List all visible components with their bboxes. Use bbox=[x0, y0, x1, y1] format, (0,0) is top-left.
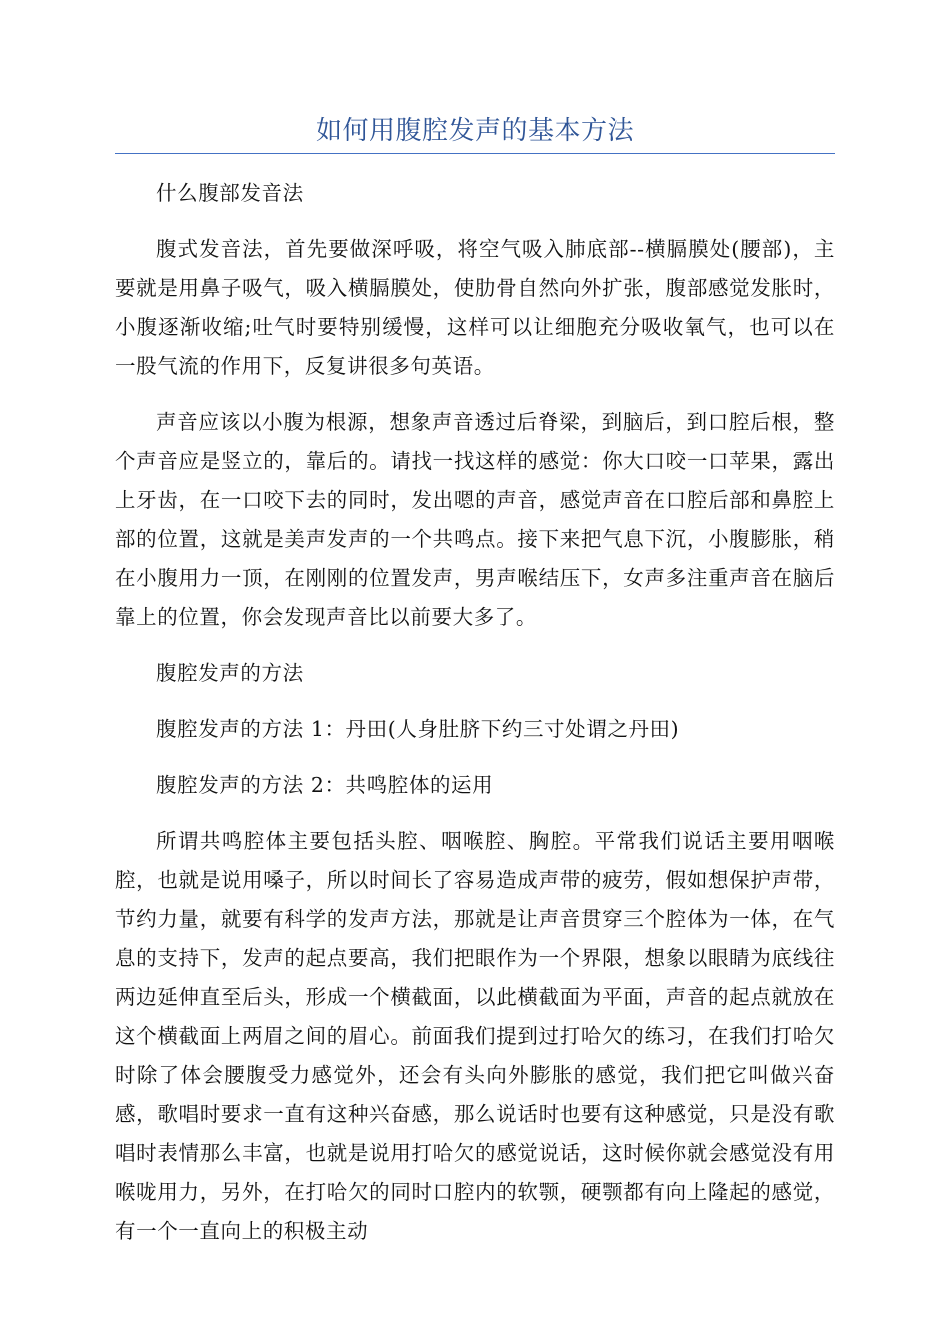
body-paragraph: 所谓共鸣腔体主要包括头腔、咽喉腔、胸腔。平常我们说话主要用咽喉腔，也就是说用嗓子，所以时间长了容易造成声带的疲劳，假如想保护声带，节约力量，就要有科学的发声方法，那就是让声音贯穿三个腔体为一体，在气息的支持下，发声的起点要高，我们把眼作为一个界限，想象以眼睛为底线往两边延伸直至后头，形成一个横截面，以此横截面为平面，声音的起点就放在这个横截面上两眉之间的眉心。前面我们提到过打哈欠的练习，在我们打哈欠时除了体会腰腹受力感觉外，还会有头向外膨胀的感觉，我们把它叫做兴奋感，歌唱时要求一直有这种兴奋感，那么说话时也要有这种感觉，只是没有歌唱时表情那么丰富，也就是说用打哈欠的感觉说话，这时候你就会感觉没有用喉咙用力，另外，在打哈欠的同时口腔内的软颚，硬颚都有向上隆起的感觉，有一个一直向上的积极主动 bbox=[115, 829, 835, 1243]
body-paragraph: 声音应该以小腹为根源，想象声音透过后脊梁，到脑后，到口腔后根，整个声音应是竖立的，靠后的。请找一找这样的感觉：你大口咬一口苹果，露出上牙齿，在一口咬下去的同时，发出嗯的声音，感觉声音在口腔后部和鼻腔上部的位置，这就是美声发声的一个共鸣点。接下来把气息下沉，小腹膨胀，稍在小腹用力一顶，在刚刚的位置发声，男声喉结压下，女声多注重声音在脑后靠上的位置，你会发现声音比以前要大多了。 bbox=[115, 410, 835, 629]
section-heading: 什么腹部发音法 bbox=[156, 181, 304, 205]
title-divider bbox=[115, 153, 835, 154]
document-body bbox=[115, 174, 835, 1268]
method-heading: 腹腔发声的方法 1：丹田(人身肚脐下约三寸处谓之丹田) bbox=[156, 717, 680, 741]
section-heading: 腹腔发声的方法 bbox=[156, 661, 304, 685]
body-paragraph: 腹式发音法，首先要做深呼吸，将空气吸入肺底部--横膈膜处(腰部)，主要就是用鼻子吸气，吸入横膈膜处，使肋骨自然向外扩张，腹部感觉发胀时，小腹逐渐收缩;吐气时要特别缓慢，这样可以让细胞充分吸收氧气，也可以在一股气流的作用下，反复讲很多句英语。 bbox=[115, 237, 835, 378]
method-heading: 腹腔发声的方法 2：共鸣腔体的运用 bbox=[156, 773, 494, 797]
document-title: 如何用腹腔发声的基本方法 bbox=[315, 116, 634, 146]
